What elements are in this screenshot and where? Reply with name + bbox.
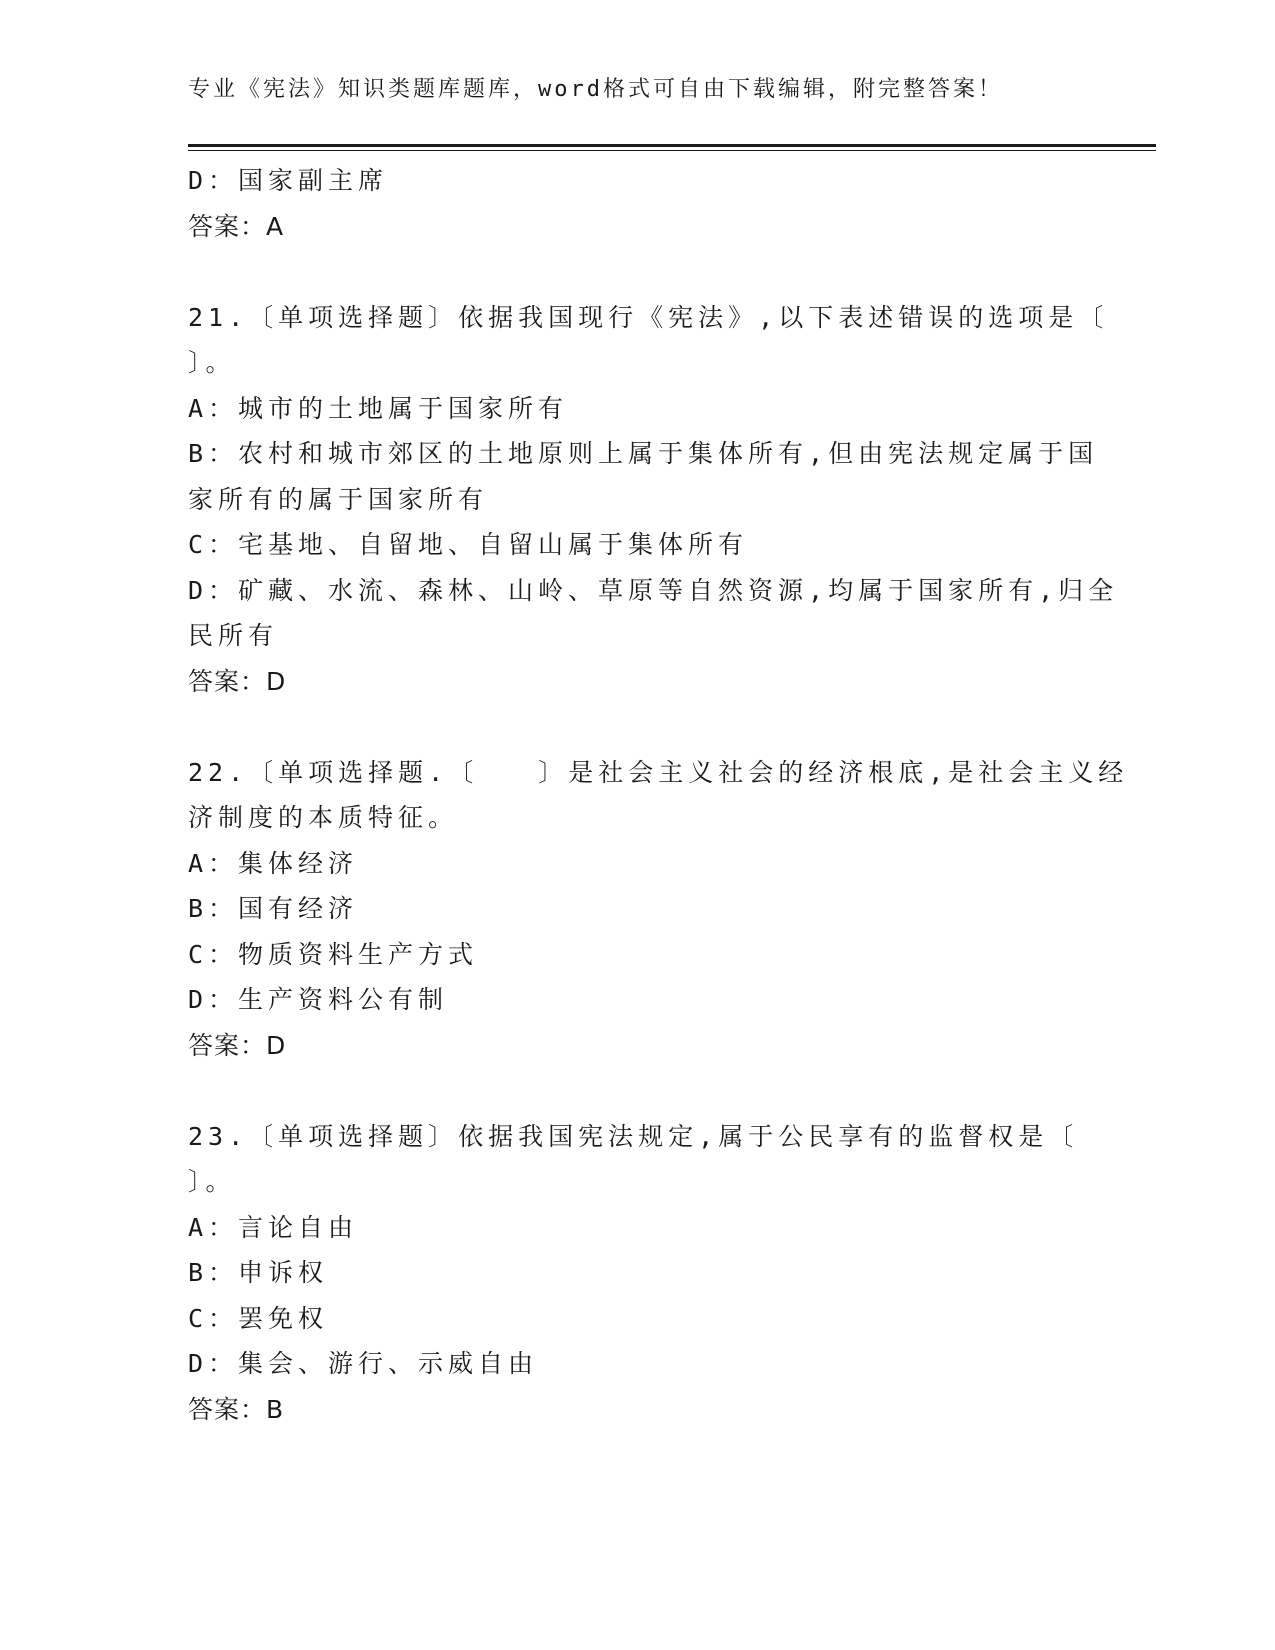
answer-line: 答案：B <box>188 1394 285 1424</box>
header-rule-thick <box>188 144 1156 147</box>
text-line: C：物质资料生产方式 <box>188 939 479 969</box>
text-line: 民所有 <box>188 621 279 650</box>
text-line: A：集体经济 <box>188 848 359 878</box>
text-line: C：宅基地、自留地、自留山属于集体所有 <box>188 530 749 559</box>
answer-line: 答案：D <box>188 666 287 696</box>
answer-line: 答案：D <box>188 1030 287 1060</box>
text-line: D：生产资料公有制 <box>188 985 449 1014</box>
text-line: D：集会、游行、示威自由 <box>188 1349 539 1378</box>
text-line: 家所有的属于国家所有 <box>188 484 489 514</box>
text-line: 〕。 <box>188 1167 236 1196</box>
block-spacer <box>188 1068 1088 1114</box>
block-spacer <box>188 249 1088 295</box>
text-line: D：矿藏、水流、森林、山岭、草原等自然资源,均属于国家所有,归全 <box>188 575 1119 605</box>
text-line: A：言论自由 <box>188 1212 359 1242</box>
text-line: C：罢免权 <box>188 1303 329 1333</box>
text-line: B：申诉权 <box>188 1258 329 1287</box>
question-content <box>188 158 1129 1432</box>
text-line: D：国家副主席 <box>188 166 389 195</box>
text-line: 22.〔单项选择题.〔 〕是社会主义社会的经济根底,是社会主义经 <box>188 757 1129 787</box>
text-line: 济制度的本质特征。 <box>188 803 459 832</box>
answer-line: 答案：A <box>188 211 285 241</box>
text-line: A：城市的土地属于国家所有 <box>188 393 569 423</box>
block-spacer <box>188 704 1088 750</box>
text-line: B：农村和城市郊区的土地原则上属于集体所有,但由宪法规定属于国 <box>188 439 1099 468</box>
text-line: B：国有经济 <box>188 894 359 923</box>
header-rule-thin <box>188 150 1156 151</box>
page-header: 专业《宪法》知识类题库题库，word格式可自由下载编辑，附完整答案！ <box>188 77 1003 102</box>
text-line: 21.〔单项选择题〕依据我国现行《宪法》,以下表述错误的选项是〔 <box>188 302 1109 332</box>
text-line: 23.〔单项选择题〕依据我国宪法规定,属于公民享有的监督权是〔 <box>188 1121 1079 1151</box>
text-line: 〕。 <box>188 348 236 377</box>
